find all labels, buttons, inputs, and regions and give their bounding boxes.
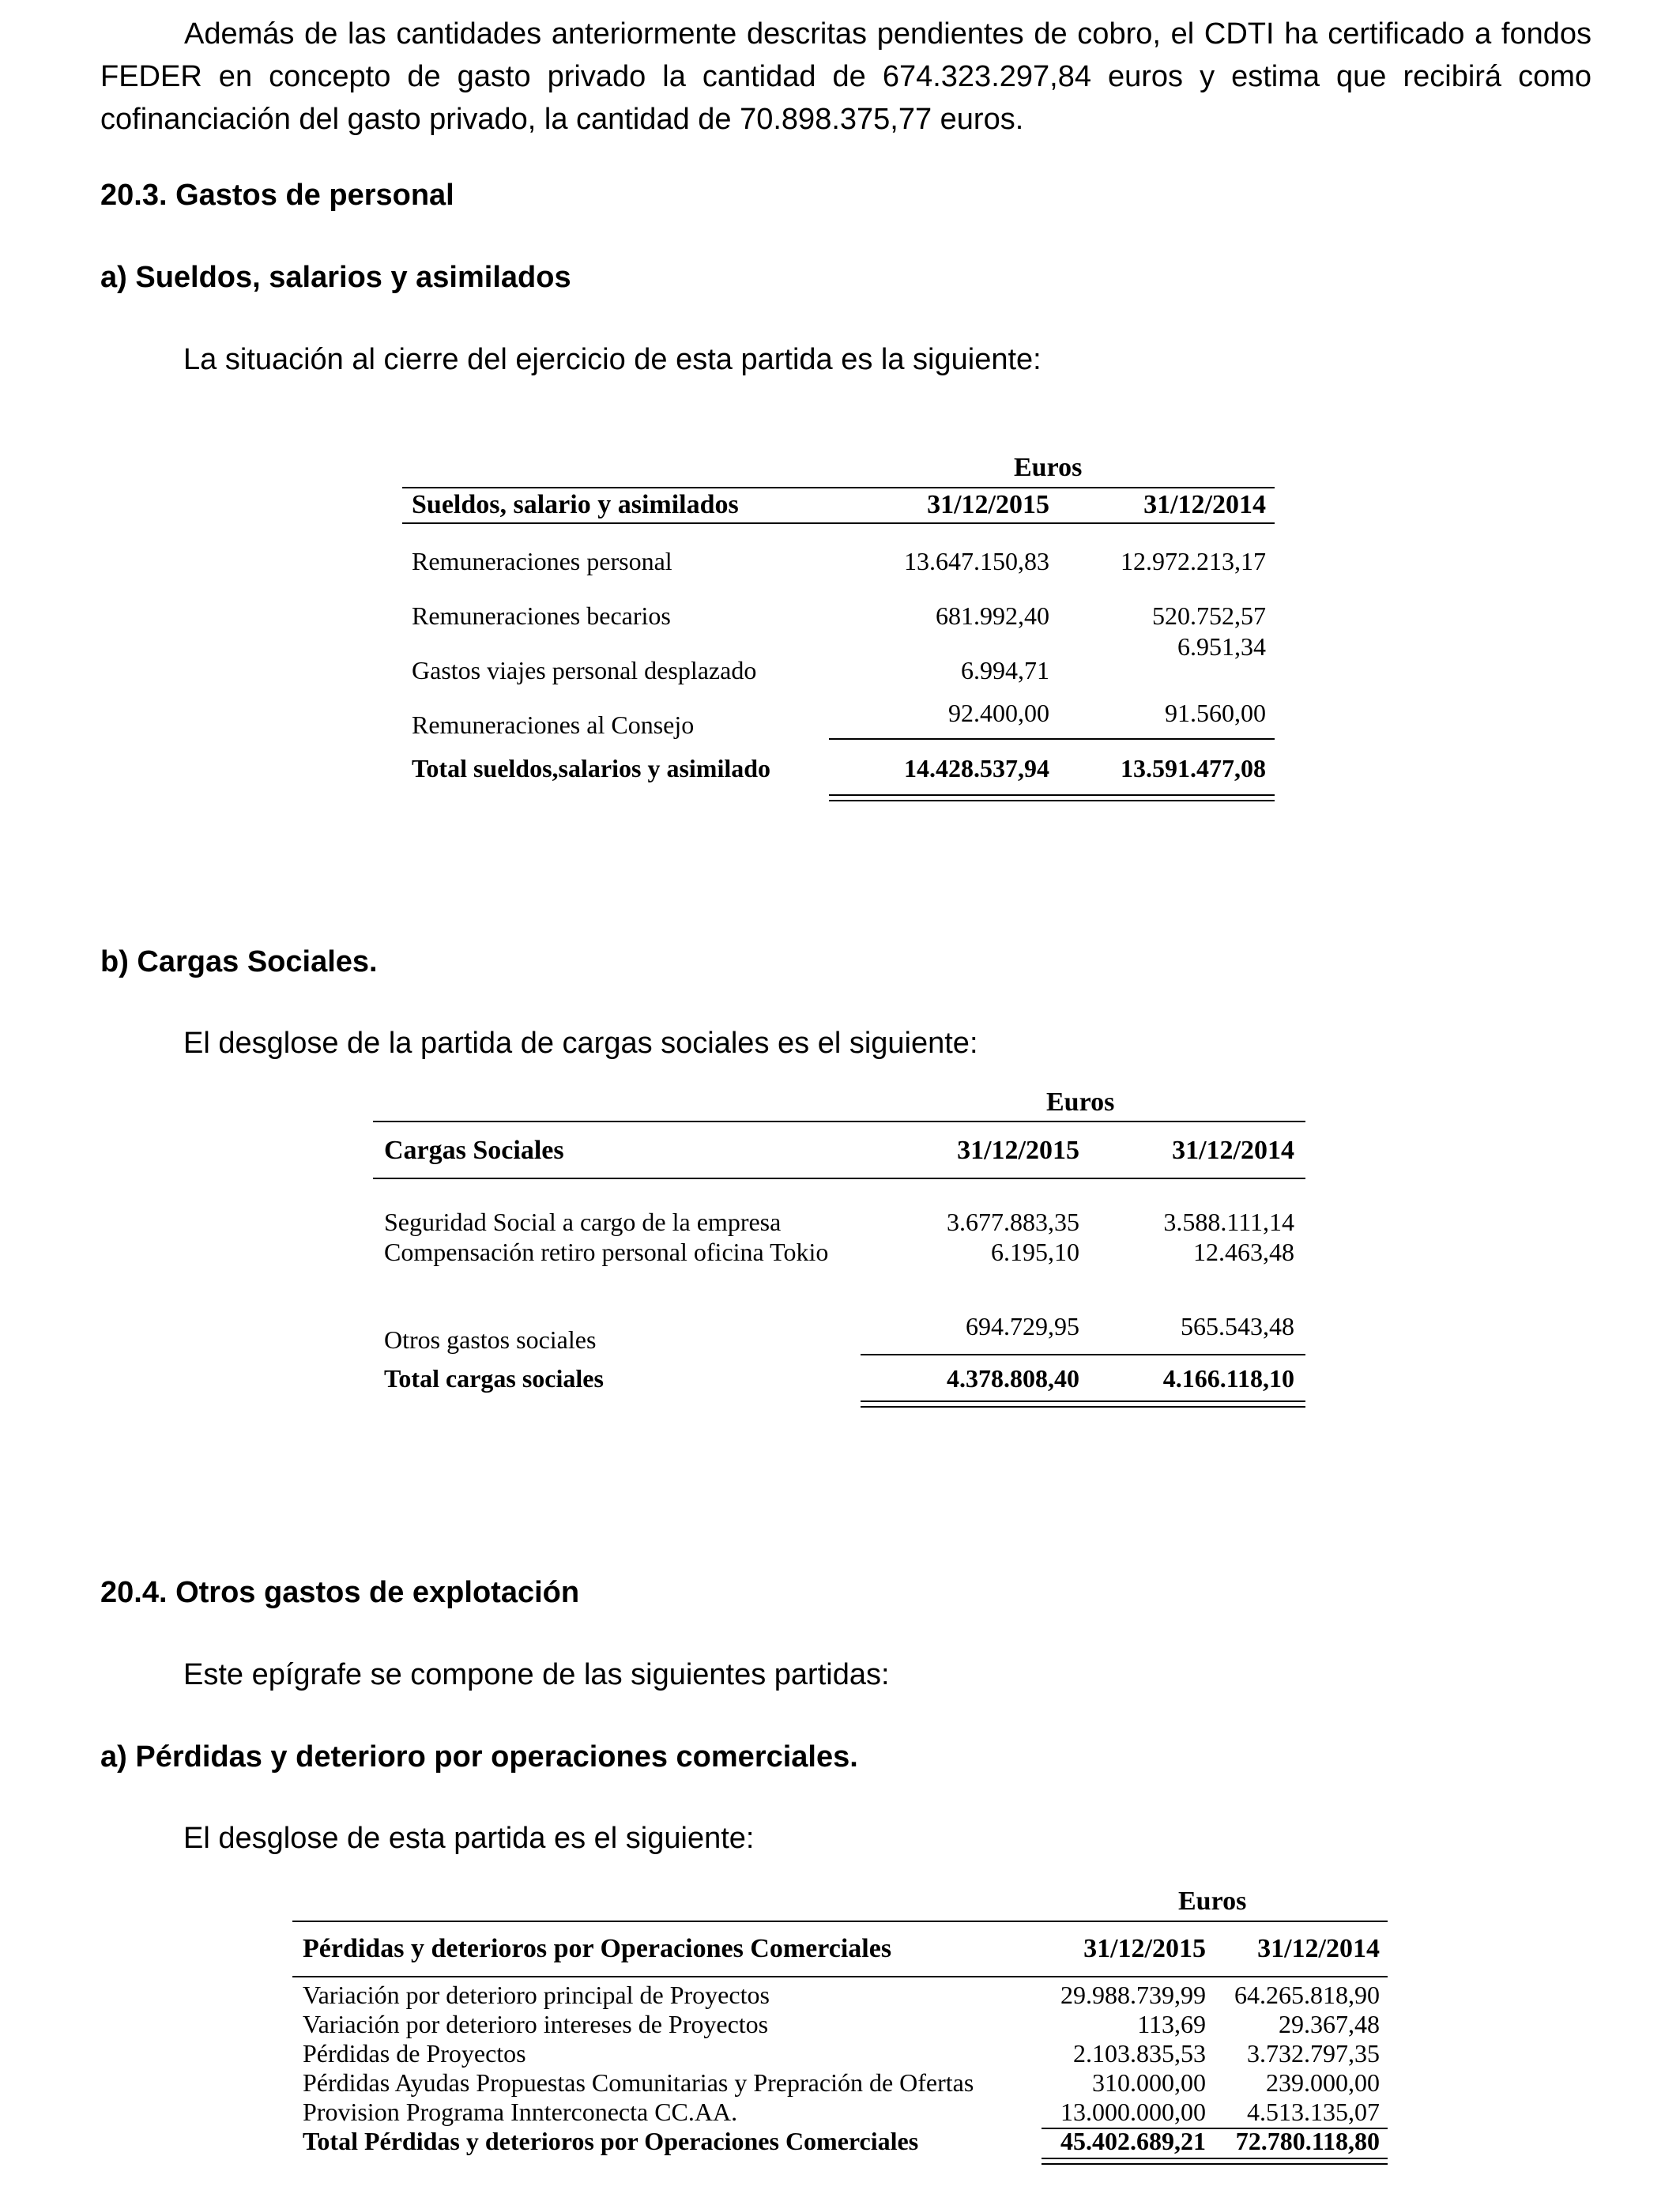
table-cell: 12.463,48 <box>1193 1238 1294 1266</box>
table-cell: 113,69 <box>1137 2010 1206 2038</box>
cargas-intro-text: El desglose de la partida de cargas sociales es el siguiente: <box>183 1027 978 1060</box>
section-heading-20-3: 20.3. Gastos de personal <box>100 179 454 212</box>
table-total-label: Total Pérdidas y deterioros por Operaciones Comerciales <box>303 2127 919 2155</box>
table-row-label: Remuneraciones al Consejo <box>412 711 695 739</box>
table-cell: 6.195,10 <box>991 1238 1079 1266</box>
table-cell: 565.543,48 <box>1181 1312 1294 1340</box>
table-cell: 6.951,34 <box>1177 632 1266 661</box>
table-row-label: Compensación retiro personal oficina Tokio <box>384 1238 829 1266</box>
otros-gastos-intro-text: Este epígrafe se compone de las siguientes partidas: <box>183 1658 890 1691</box>
table-cell: 3.732.797,35 <box>1247 2039 1380 2068</box>
table-rule <box>292 1921 1388 1922</box>
table-currency-header: Euros <box>1178 1887 1247 1916</box>
table-rule <box>373 1178 1305 1179</box>
table-total-cell: 14.428.537,94 <box>904 754 1049 782</box>
table-row-label: Pérdidas Ayudas Propuestas Comunitarias y Prepración de Ofertas <box>303 2068 974 2097</box>
table-cell: 13.647.150,83 <box>904 547 1049 575</box>
table-column-header: 31/12/2014 <box>1143 490 1266 519</box>
table-double-rule <box>1042 2158 1388 2159</box>
subsection-heading-sueldos: a) Sueldos, salarios y asimilados <box>100 261 571 294</box>
table-cell: 4.513.135,07 <box>1247 2098 1380 2126</box>
table-cell: 6.994,71 <box>961 656 1049 684</box>
table-cell: 91.560,00 <box>1165 699 1266 727</box>
table-rule <box>292 1976 1388 1977</box>
table-cell: 13.000.000,00 <box>1060 2098 1206 2126</box>
table-column-header: Pérdidas y deterioros por Operaciones Comerciales <box>303 1934 892 1963</box>
table-cell: 92.400,00 <box>948 699 1049 727</box>
sueldos-intro-text: La situación al cierre del ejercicio de esta partida es la siguiente: <box>183 343 1042 376</box>
table-double-rule <box>861 1406 1305 1408</box>
table-cell: 694.729,95 <box>966 1312 1079 1340</box>
table-cell: 681.992,40 <box>936 601 1049 630</box>
table-rule <box>402 522 1275 524</box>
subsection-heading-perdidas: a) Pérdidas y deterioro por operaciones comerciales. <box>100 1740 858 1774</box>
table-cell: 310.000,00 <box>1092 2068 1206 2097</box>
table-column-header: Cargas Sociales <box>384 1136 564 1165</box>
table-row-label: Gastos viajes personal desplazado <box>412 656 757 684</box>
table-column-header: 31/12/2015 <box>957 1136 1079 1165</box>
table-column-header: Sueldos, salario y asimilados <box>412 490 739 519</box>
table-row-label: Pérdidas de Proyectos <box>303 2039 526 2068</box>
section-heading-20-4: 20.4. Otros gastos de explotación <box>100 1576 580 1609</box>
table-currency-header: Euros <box>1014 453 1083 482</box>
table-cell: 3.588.111,14 <box>1163 1208 1294 1236</box>
table-rule <box>861 1354 1305 1355</box>
table-row-label: Remuneraciones becarios <box>412 601 671 630</box>
table-total-cell: 72.780.118,80 <box>1235 2127 1380 2155</box>
table-column-header: 31/12/2014 <box>1257 1934 1380 1963</box>
table-cell: 239.000,00 <box>1266 2068 1380 2097</box>
perdidas-intro-text: El desglose de esta partida es el siguiente: <box>183 1822 755 1855</box>
intro-paragraph: Además de las cantidades anteriormente descritas pendientes de cobro, el CDTI ha certificado a fondos FEDER en concepto de gasto privado la cantidad de 674.323.297,84 euros y estima que recibirá como cofinanciación del gasto privado, la cantidad de 70.898.375,77 euros. <box>100 17 1591 136</box>
subsection-heading-cargas: b) Cargas Sociales. <box>100 945 378 978</box>
table-double-rule <box>829 800 1275 801</box>
table-cell: 2.103.835,53 <box>1073 2039 1206 2068</box>
table-row-label: Seguridad Social a cargo de la empresa <box>384 1208 782 1236</box>
table-row-label: Provision Programa Innterconecta CC.AA. <box>303 2098 738 2126</box>
table-row-label: Variación por deterioro intereses de Proyectos <box>303 2010 769 2038</box>
table-total-cell: 4.166.118,10 <box>1162 1364 1294 1393</box>
table-total-cell: 4.378.808,40 <box>947 1364 1079 1393</box>
table-double-rule <box>1042 2163 1388 2165</box>
table-row-label: Variación por deterioro principal de Proyectos <box>303 1981 770 2009</box>
table-cell: 3.677.883,35 <box>947 1208 1079 1236</box>
table-cell: 12.972.213,17 <box>1121 547 1266 575</box>
table-cell: 29.988.739,99 <box>1060 1981 1206 2009</box>
table-double-rule <box>829 794 1275 796</box>
table-total-label: Total cargas sociales <box>384 1364 604 1393</box>
table-rule <box>829 738 1275 740</box>
table-cell: 29.367,48 <box>1279 2010 1380 2038</box>
table-rule <box>402 487 1275 488</box>
table-double-rule <box>861 1400 1305 1402</box>
table-rule <box>373 1121 1305 1122</box>
table-total-cell: 13.591.477,08 <box>1121 754 1266 782</box>
table-column-header: 31/12/2015 <box>1083 1934 1206 1963</box>
table-cell: 520.752,57 <box>1152 601 1266 630</box>
table-cell: 64.265.818,90 <box>1234 1981 1380 2009</box>
table-total-label: Total sueldos,salarios y asimilado <box>412 754 771 782</box>
table-currency-header: Euros <box>1046 1088 1115 1117</box>
table-row-label: Remuneraciones personal <box>412 547 672 575</box>
table-column-header: 31/12/2015 <box>927 490 1049 519</box>
table-row-label: Otros gastos sociales <box>384 1325 597 1354</box>
table-total-cell: 45.402.689,21 <box>1060 2127 1206 2155</box>
table-column-header: 31/12/2014 <box>1172 1136 1294 1165</box>
